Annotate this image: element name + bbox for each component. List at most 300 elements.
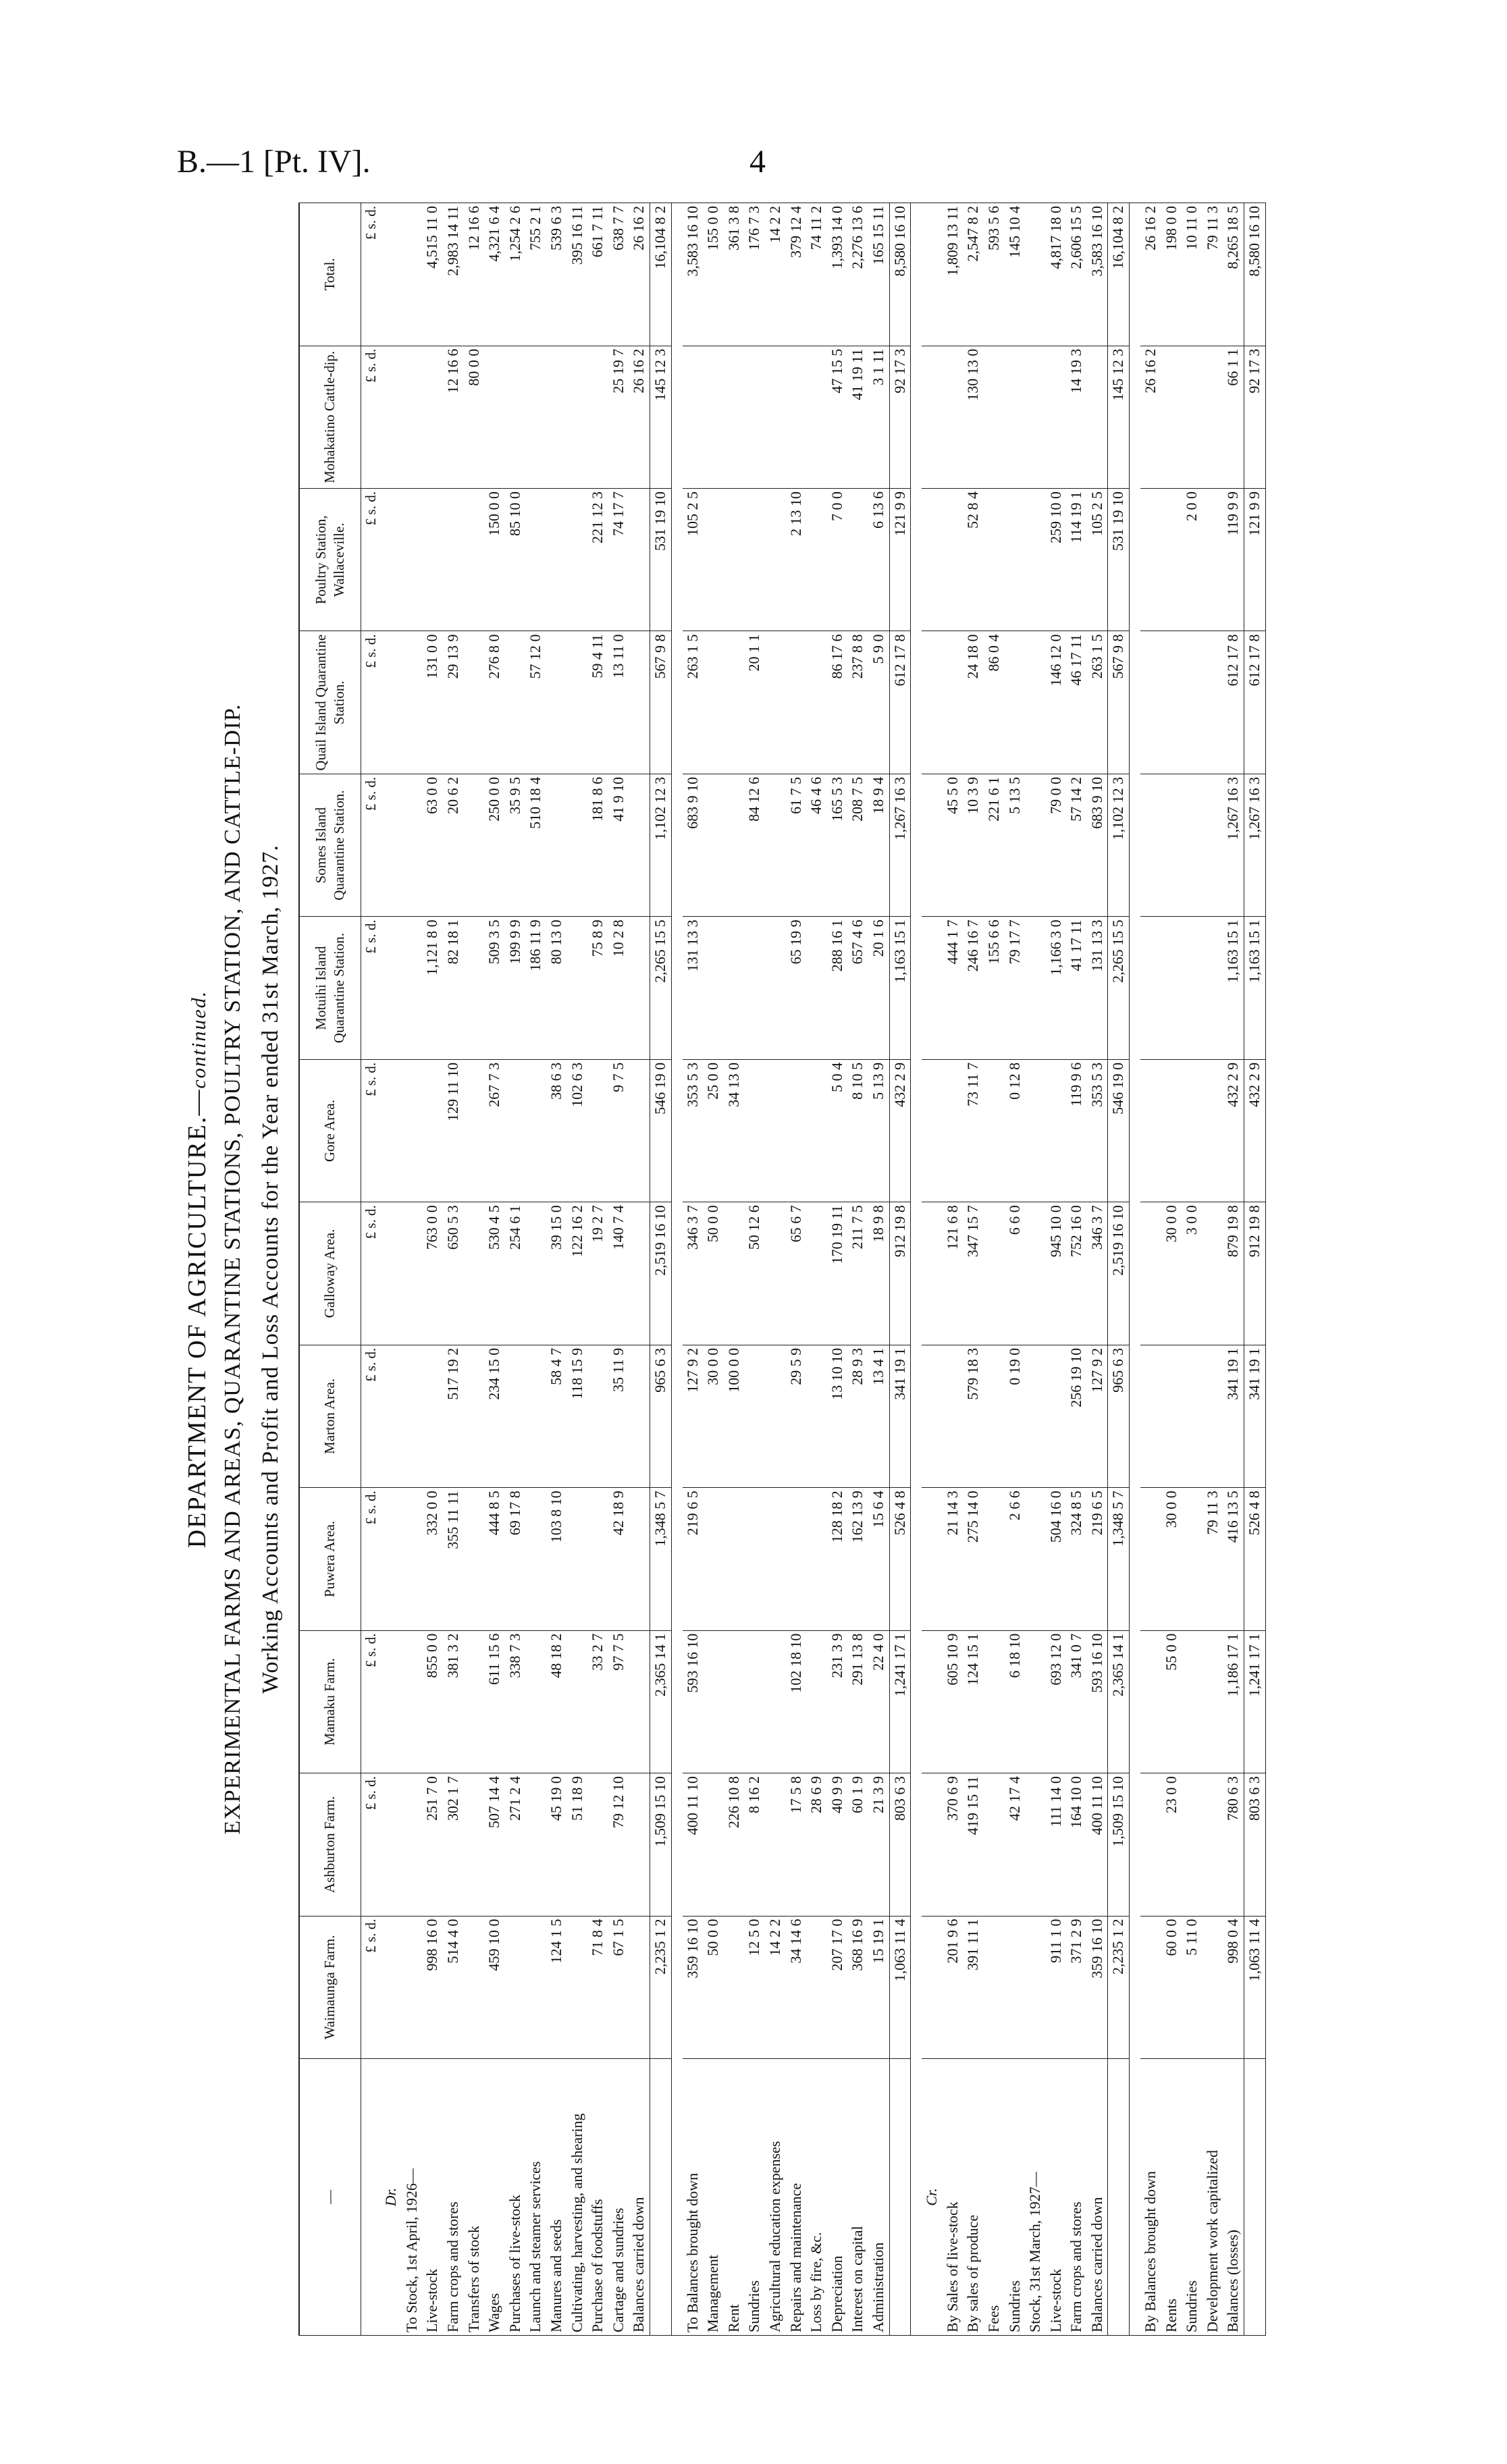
amount-cell (765, 631, 786, 774)
amount-cell (629, 774, 650, 916)
table-row (608, 203, 629, 2336)
row-label: Cultivating, harvesting, and shearing (567, 2059, 588, 2336)
amount-cell: 855 0 0 (422, 1630, 443, 1773)
amount-cell: 60 1 9 (847, 1773, 868, 1916)
table-row (943, 203, 963, 2336)
amount-cell: 17 5 8 (786, 1773, 807, 1916)
amount-cell: 291 13 8 (847, 1630, 868, 1773)
amount-cell (806, 346, 827, 488)
amount-cell: 259 10 0 (1046, 489, 1067, 631)
amount-cell: 103 8 10 (546, 1488, 567, 1630)
amount-cell: 38 6 3 (546, 1059, 567, 1202)
amount-cell (1025, 489, 1046, 631)
amount-cell (1025, 1630, 1046, 1773)
amount-cell: 504 16 0 (1046, 1488, 1067, 1630)
amount-cell (1025, 774, 1046, 916)
amount-cell (587, 346, 608, 488)
amount-cell (1140, 1059, 1161, 1202)
amount-cell: 1,509 15 10 (650, 1773, 672, 1916)
column-header-row (299, 203, 361, 2336)
amount-cell: 66 1 1 (1223, 346, 1244, 488)
amount-cell: 546 19 0 (650, 1059, 672, 1202)
row-label: Sundries (1005, 2059, 1026, 2336)
amount-cell (629, 1202, 650, 1345)
amount-cell: 346 3 7 (683, 1202, 704, 1345)
amount-cell (765, 917, 786, 1059)
amount-cell: 5 13 5 (1005, 774, 1026, 916)
amount-cell: 803 6 3 (889, 1773, 911, 1916)
amount-cell: 400 11 10 (1087, 1773, 1108, 1916)
amount-cell (703, 917, 724, 1059)
total-row (1244, 203, 1266, 2336)
amount-cell: 208 7 5 (847, 774, 868, 916)
amount-cell (984, 1488, 1005, 1630)
amount-cell (984, 1202, 1005, 1345)
row-label: Purchases of live-stock (505, 2059, 526, 2336)
amount-cell: 10 3 9 (963, 774, 984, 916)
amount-cell: 58 4 7 (546, 1345, 567, 1487)
amount-cell: 1,186 17 1 (1223, 1630, 1244, 1773)
amount-cell (1140, 774, 1161, 916)
amount-cell (1046, 346, 1067, 488)
amount-cell: 219 6 5 (683, 1488, 704, 1630)
amount-cell: 42 18 9 (608, 1488, 629, 1630)
amount-cell: 219 6 5 (1087, 1488, 1108, 1630)
amount-cell (629, 1059, 650, 1202)
amount-cell (629, 917, 650, 1059)
amount-cell (943, 1059, 963, 1202)
amount-cell (1202, 489, 1223, 631)
amount-cell: 140 7 4 (608, 1202, 629, 1345)
amount-cell: 100 0 0 (724, 1345, 745, 1487)
amount-cell: 1,063 11 4 (889, 1916, 911, 2058)
amount-cell (1025, 1059, 1046, 1202)
amount-cell: 65 19 9 (786, 917, 807, 1059)
amount-cell (1202, 774, 1223, 916)
amount-cell: 92 17 3 (1244, 346, 1266, 488)
column-header: Waimaunga Farm. (299, 1916, 361, 2058)
amount-cell (765, 1345, 786, 1487)
amount-cell: 7 0 0 (827, 489, 848, 631)
amount-cell: 2 6 6 (1005, 1488, 1026, 1630)
amount-cell (505, 1916, 526, 2058)
amount-cell (765, 1202, 786, 1345)
amount-cell (1202, 1773, 1223, 1916)
row-label: By sales of produce (963, 2059, 984, 2336)
amount-cell: 18 9 4 (868, 774, 889, 916)
amount-cell (422, 1345, 443, 1487)
amount-cell: 80 13 0 (546, 917, 567, 1059)
amount-cell (724, 917, 745, 1059)
amount-cell (1182, 346, 1202, 488)
amount-cell: 35 11 9 (608, 1345, 629, 1487)
amount-cell (1182, 631, 1202, 774)
amount-cell: 71 8 4 (587, 1916, 608, 2058)
amount-cell: 5 13 9 (868, 1059, 889, 1202)
amount-cell: 102 6 3 (567, 1059, 588, 1202)
unit-label: £ s. d. (361, 1488, 381, 1630)
amount-cell: 29 13 9 (443, 631, 464, 774)
amount-cell: 237 8 8 (847, 631, 868, 774)
amount-cell (464, 489, 485, 631)
amount-cell: 46 4 6 (806, 774, 827, 916)
table-row (1223, 203, 1244, 2336)
amount-cell: 84 12 6 (744, 774, 765, 916)
amount-cell: 1,509 15 10 (1108, 1773, 1130, 1916)
amount-cell: 79 17 7 (1005, 917, 1026, 1059)
amount-cell (505, 346, 526, 488)
amount-cell: 41 19 11 (847, 346, 868, 488)
amount-cell: 263 1 5 (1087, 631, 1108, 774)
amount-cell (724, 631, 745, 774)
amount-cell: 145 12 3 (1108, 346, 1130, 488)
amount-cell: 5 9 0 (868, 631, 889, 774)
amount-cell (984, 1345, 1005, 1487)
amount-cell: 347 15 7 (963, 1202, 984, 1345)
amount-cell: 579 18 3 (963, 1345, 984, 1487)
amount-cell: 276 8 0 (484, 631, 505, 774)
amount-cell (786, 1059, 807, 1202)
amount-cell: 341 0 7 (1066, 1630, 1087, 1773)
amount-cell: 82 18 1 (443, 917, 464, 1059)
amount-cell: 2 0 0 (1182, 489, 1202, 631)
column-header: Mamaku Farm. (299, 1630, 361, 1773)
amount-cell: 18 9 8 (868, 1202, 889, 1345)
amount-cell: 567 9 8 (650, 631, 672, 774)
amount-cell (703, 489, 724, 631)
row-label: Purchase of foodstuffs (587, 2059, 608, 2336)
accounts-table-body (361, 203, 1266, 2336)
amount-cell: 912 19 8 (889, 1202, 911, 1345)
amount-cell (402, 489, 423, 631)
amount-cell: 92 17 3 (889, 346, 911, 488)
amount-cell: 165 15 11 (868, 203, 889, 346)
amount-cell: 361 3 8 (724, 203, 745, 346)
amount-cell (1140, 1916, 1161, 2058)
amount-cell (847, 489, 868, 631)
amount-cell: 353 5 3 (683, 1059, 704, 1202)
table-row (703, 203, 724, 2336)
amount-cell: 231 3 9 (827, 1630, 848, 1773)
amount-cell: 539 6 3 (546, 203, 567, 346)
amount-cell: 85 10 0 (505, 489, 526, 631)
amount-cell: 8 10 5 (847, 1059, 868, 1202)
amount-cell: 355 11 11 (443, 1488, 464, 1630)
amount-cell: 127 9 2 (683, 1345, 704, 1487)
row-label: Transfers of stock (464, 2059, 485, 2336)
amount-cell: 1,254 2 6 (505, 203, 526, 346)
unit-label: £ s. d. (361, 631, 381, 774)
amount-cell (1025, 203, 1046, 346)
unit-label: £ s. d. (361, 917, 381, 1059)
amount-cell (1025, 917, 1046, 1059)
row-label: Development work capitalized (1202, 2059, 1223, 2336)
amount-cell (402, 1630, 423, 1773)
amount-cell: 30 0 0 (703, 1345, 724, 1487)
amount-cell: 74 11 2 (806, 203, 827, 346)
amount-cell (402, 917, 423, 1059)
amount-cell: 48 18 2 (546, 1630, 567, 1773)
table-row (984, 203, 1005, 2336)
amount-cell: 16,104 8 2 (1108, 203, 1130, 346)
amount-cell (1182, 1630, 1202, 1773)
amount-cell: 359 16 10 (1087, 1916, 1108, 2058)
amount-cell: 567 9 8 (1108, 631, 1130, 774)
amount-cell: 181 8 6 (587, 774, 608, 916)
amount-cell (984, 1630, 1005, 1773)
row-label: Wages (484, 2059, 505, 2336)
amount-cell (703, 1630, 724, 1773)
amount-cell (587, 1345, 608, 1487)
row-label (889, 2059, 911, 2336)
amount-cell: 47 15 5 (827, 346, 848, 488)
amount-cell (505, 1345, 526, 1487)
row-label (1108, 2059, 1130, 2336)
amount-cell (629, 489, 650, 631)
amount-cell (525, 489, 546, 631)
amount-cell (1025, 631, 1046, 774)
amount-cell: 128 18 2 (827, 1488, 848, 1630)
amount-cell: 507 14 4 (484, 1773, 505, 1916)
amount-cell (402, 1773, 423, 1916)
amount-cell (765, 1059, 786, 1202)
amount-cell: 121 6 8 (943, 1202, 963, 1345)
amount-cell: 65 6 7 (786, 1202, 807, 1345)
amount-cell (786, 346, 807, 488)
amount-cell (525, 1630, 546, 1773)
amount-cell (525, 1773, 546, 1916)
amount-cell: 186 11 9 (525, 917, 546, 1059)
amount-cell (587, 1488, 608, 1630)
unit-row (361, 203, 381, 2336)
amount-cell: 1,348 5 7 (650, 1488, 672, 1630)
amount-cell: 14 2 2 (765, 1916, 786, 2058)
amount-cell (464, 1916, 485, 2058)
amount-cell (1140, 1202, 1161, 1345)
row-label: Interest on capital (847, 2059, 868, 2336)
amount-cell: 341 19 1 (1223, 1345, 1244, 1487)
amount-cell: 3 0 0 (1182, 1202, 1202, 1345)
amount-cell: 226 10 8 (724, 1773, 745, 1916)
amount-cell: 324 8 5 (1066, 1488, 1087, 1630)
amount-cell: 1,121 8 0 (422, 917, 443, 1059)
amount-cell: 26 16 2 (1140, 203, 1161, 346)
page-header (177, 143, 1460, 190)
table-row (806, 203, 827, 2336)
row-label: Farm crops and stores (443, 2059, 464, 2336)
amount-cell: 531 19 10 (1108, 489, 1130, 631)
amount-cell (525, 1488, 546, 1630)
amount-cell (1140, 917, 1161, 1059)
amount-cell: 8,580 16 10 (889, 203, 911, 346)
table-row (505, 203, 526, 2336)
row-label: By Sales of live-stock (943, 2059, 963, 2336)
unit-label: £ s. d. (361, 346, 381, 488)
amount-cell (525, 1916, 546, 2058)
amount-cell: 127 9 2 (1087, 1345, 1108, 1487)
amount-cell (744, 1488, 765, 1630)
amount-cell: 381 3 2 (443, 1630, 464, 1773)
column-header: Quail Island Quarantine Station. (299, 631, 361, 774)
amount-cell: 111 14 0 (1046, 1773, 1067, 1916)
amount-cell (1025, 1916, 1046, 2058)
table-row (402, 203, 423, 2336)
amount-cell: 1,166 3 0 (1046, 917, 1067, 1059)
unit-label: £ s. d. (361, 1773, 381, 1916)
amount-cell: 19 2 7 (587, 1202, 608, 1345)
amount-cell: 234 15 0 (484, 1345, 505, 1487)
row-label (650, 2059, 672, 2336)
amount-cell: 131 13 3 (1087, 917, 1108, 1059)
amount-cell (765, 346, 786, 488)
table-row (1046, 203, 1067, 2336)
table-row (1025, 203, 1046, 2336)
amount-cell: 2,365 14 1 (650, 1630, 672, 1773)
amount-cell (525, 1345, 546, 1487)
row-label (1244, 2059, 1266, 2336)
page-number: 4 (749, 144, 766, 180)
amount-cell: 59 4 11 (587, 631, 608, 774)
amount-cell: 13 4 1 (868, 1345, 889, 1487)
amount-cell: 341 19 1 (889, 1345, 911, 1487)
amount-cell (1182, 774, 1202, 916)
spacer-row (1130, 203, 1141, 2336)
row-label: Loss by fire, &c. (806, 2059, 827, 2336)
amount-cell: 2,519 16 10 (1108, 1202, 1130, 1345)
section-row (381, 203, 402, 2336)
amount-cell: 46 17 11 (1066, 631, 1087, 774)
amount-cell: 26 16 2 (629, 203, 650, 346)
amount-cell: 4,515 11 0 (422, 203, 443, 346)
amount-cell: 164 10 0 (1066, 1773, 1087, 1916)
amount-cell (744, 1345, 765, 1487)
column-header: Motuihi Island Quarantine Station. (299, 917, 361, 1059)
amount-cell (786, 631, 807, 774)
amount-cell: 170 19 11 (827, 1202, 848, 1345)
amount-cell: 1,348 5 7 (1108, 1488, 1130, 1630)
amount-cell (943, 346, 963, 488)
column-header: Galloway Area. (299, 1202, 361, 1345)
table-row (683, 203, 704, 2336)
amount-cell: 57 14 2 (1066, 774, 1087, 916)
total-row (650, 203, 672, 2336)
table-row (827, 203, 848, 2336)
amount-cell: 593 5 6 (984, 203, 1005, 346)
amount-cell: 12 16 6 (443, 346, 464, 488)
amount-cell: 20 1 6 (868, 917, 889, 1059)
amount-cell: 221 12 3 (587, 489, 608, 631)
amount-cell: 121 9 9 (889, 489, 911, 631)
amount-cell: 155 0 0 (703, 203, 724, 346)
amount-cell: 33 2 7 (587, 1630, 608, 1773)
rotated-table-page (177, 203, 1460, 2336)
amount-cell: 879 19 8 (1223, 1202, 1244, 1345)
amount-cell: 8,580 16 10 (1244, 203, 1266, 346)
amount-cell (1140, 631, 1161, 774)
amount-cell (402, 774, 423, 916)
row-label: Sundries (744, 2059, 765, 2336)
amount-cell (1182, 917, 1202, 1059)
amount-cell: 275 14 0 (963, 1488, 984, 1630)
amount-cell: 803 6 3 (1244, 1773, 1266, 1916)
amount-cell (765, 1488, 786, 1630)
unit-label: £ s. d. (361, 203, 381, 346)
amount-cell: 251 7 0 (422, 1773, 443, 1916)
amount-cell: 50 0 0 (703, 1916, 724, 2058)
amount-cell: 5 11 0 (1182, 1916, 1202, 2058)
amount-cell: 69 17 8 (505, 1488, 526, 1630)
amount-cell (525, 1202, 546, 1345)
amount-cell (1005, 489, 1026, 631)
table-row (1087, 203, 1108, 2336)
amount-cell (1161, 346, 1182, 488)
amount-cell (984, 346, 1005, 488)
amount-cell (806, 1345, 827, 1487)
amount-cell: 119 9 9 (1223, 489, 1244, 631)
amount-cell (505, 1059, 526, 1202)
amount-cell: 80 0 0 (464, 346, 485, 488)
amount-cell: 15 19 1 (868, 1916, 889, 2058)
amount-cell: 51 18 9 (567, 1773, 588, 1916)
amount-cell (1202, 1916, 1223, 2058)
amount-cell: 638 7 7 (608, 203, 629, 346)
row-label-header: — (299, 2059, 361, 2336)
amount-cell: 9 7 5 (608, 1059, 629, 1202)
amount-cell (402, 1345, 423, 1487)
amount-cell (703, 1488, 724, 1630)
amount-cell: 611 15 6 (484, 1630, 505, 1773)
amount-cell (724, 489, 745, 631)
table-row (744, 203, 765, 2336)
amount-cell: 211 7 5 (847, 1202, 868, 1345)
amount-cell: 945 10 0 (1046, 1202, 1067, 1345)
amount-cell: 97 7 5 (608, 1630, 629, 1773)
amount-cell: 63 0 0 (422, 774, 443, 916)
column-header: Puwera Area. (299, 1488, 361, 1630)
amount-cell: 30 0 0 (1161, 1202, 1182, 1345)
amount-cell: 998 16 0 (422, 1916, 443, 2058)
total-row (1108, 203, 1130, 2336)
row-label: Manures and seeds (546, 2059, 567, 2336)
amount-cell: 75 8 9 (587, 917, 608, 1059)
amount-cell: 2,606 15 5 (1066, 203, 1087, 346)
table-subtitle: Working Accounts and Profit and Loss Accounts for the Year ended 31st March, 1927. (258, 845, 283, 1694)
column-header: Somes Island Quarantine Station. (299, 774, 361, 916)
amount-cell: 5 0 4 (827, 1059, 848, 1202)
amount-cell (703, 1773, 724, 1916)
amount-cell (1202, 1345, 1223, 1487)
amount-cell: 395 16 11 (567, 203, 588, 346)
amount-cell: 102 18 10 (786, 1630, 807, 1773)
amount-cell: 4,321 6 4 (484, 203, 505, 346)
amount-cell: 3,583 16 10 (683, 203, 704, 346)
row-label: Repairs and maintenance (786, 2059, 807, 2336)
amount-cell (464, 1488, 485, 1630)
row-label: Farm crops and stores (1066, 2059, 1087, 2336)
table-title: EXPERIMENTAL FARMS AND AREAS, QUARANTINE STATIONS, POULTRY STATION, AND CATTLE-DIP. (220, 703, 245, 1835)
amount-cell: 86 17 6 (827, 631, 848, 774)
amount-cell: 1,102 12 3 (1108, 774, 1130, 916)
amount-cell (567, 631, 588, 774)
amount-cell: 1,267 16 3 (1244, 774, 1266, 916)
amount-cell (567, 1488, 588, 1630)
amount-cell: 693 12 0 (1046, 1630, 1067, 1773)
amount-cell: 21 14 3 (943, 1488, 963, 1630)
amount-cell: 432 2 9 (1223, 1059, 1244, 1202)
amount-cell (984, 1916, 1005, 2058)
amount-cell: 288 16 1 (827, 917, 848, 1059)
amount-cell (567, 1630, 588, 1773)
